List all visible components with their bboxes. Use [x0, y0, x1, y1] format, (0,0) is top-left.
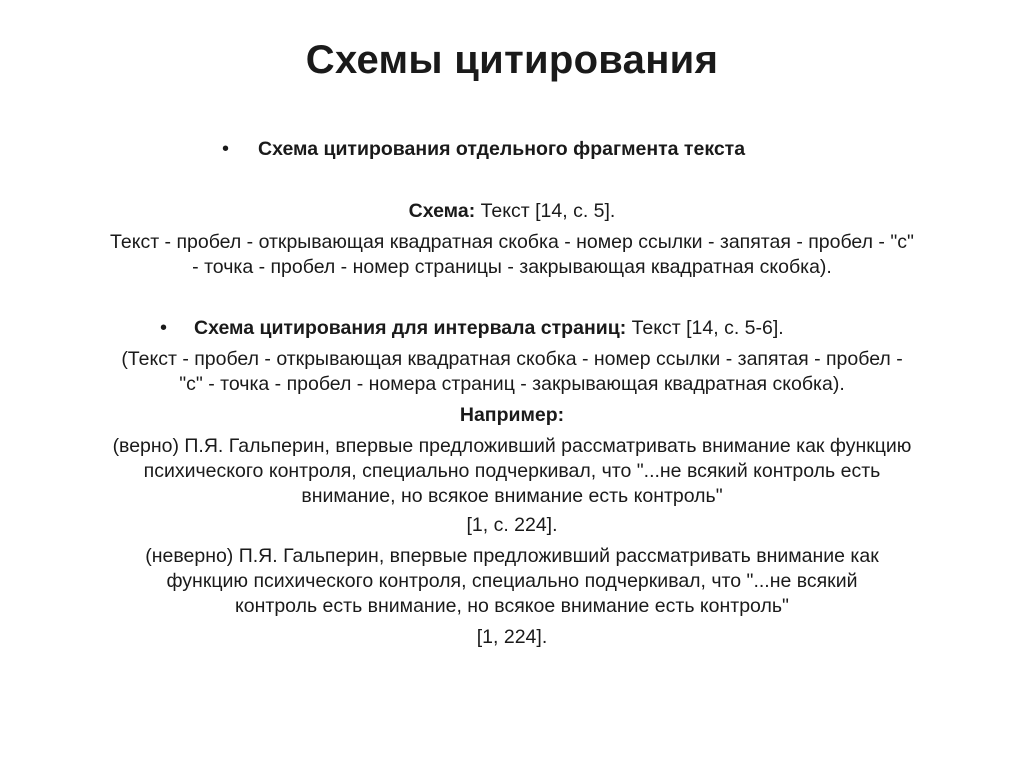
section1-heading: Схема цитирования отдельного фрагмента текста: [258, 138, 746, 160]
correct-line2: психического контроля, специально подчеркивал, что "...не всякий контроль есть: [143, 460, 881, 482]
correct-line3: внимание, но всякое внимание есть контроль": [301, 485, 723, 507]
section2-desc-line2: "с" - точка - пробел - номера страниц - закрывающая квадратная скобка).: [179, 373, 845, 395]
example-label: Например:: [459, 404, 565, 426]
bullet-icon: •: [160, 317, 168, 339]
correct-line1: (верно) П.Я. Гальперин, впервые предложивший рассматривать внимание как функцию: [112, 435, 912, 457]
scheme-line: [20, 198, 1004, 225]
section2-heading-line: [194, 315, 914, 342]
wrong-line1: (неверно) П.Я. Гальперин, впервые предложивший рассматривать внимание как: [145, 545, 879, 567]
section1-desc-line2: - точка - пробел - номер страницы - закрывающая квадратная скобка).: [192, 256, 832, 278]
wrong-line3: контроль есть внимание, но всякое внимание есть контроль": [235, 595, 789, 617]
scheme-example: Текст [14, с. 5].: [475, 200, 616, 222]
wrong-line2: функцию психического контроля, специально подчеркивал, что "...не всякий: [166, 570, 858, 592]
page-title: Схемы цитирования: [305, 38, 719, 82]
section2-example: Текст [14, с. 5-6].: [626, 317, 784, 339]
section1-desc-line1: Текст - пробел - открывающая квадратная скобка - номер ссылки - запятая - пробел - "с": [110, 231, 914, 253]
section2-desc-line1: (Текст - пробел - открывающая квадратная скобка - номер ссылки - запятая - пробел -: [121, 348, 903, 370]
bullet-icon: •: [222, 138, 230, 160]
scheme-label: Схема:: [408, 200, 476, 222]
correct-ref: [1, с. 224].: [466, 514, 558, 536]
wrong-ref: [1, 224].: [476, 626, 548, 648]
section2-heading: Схема цитирования для интервала страниц:: [194, 317, 627, 339]
